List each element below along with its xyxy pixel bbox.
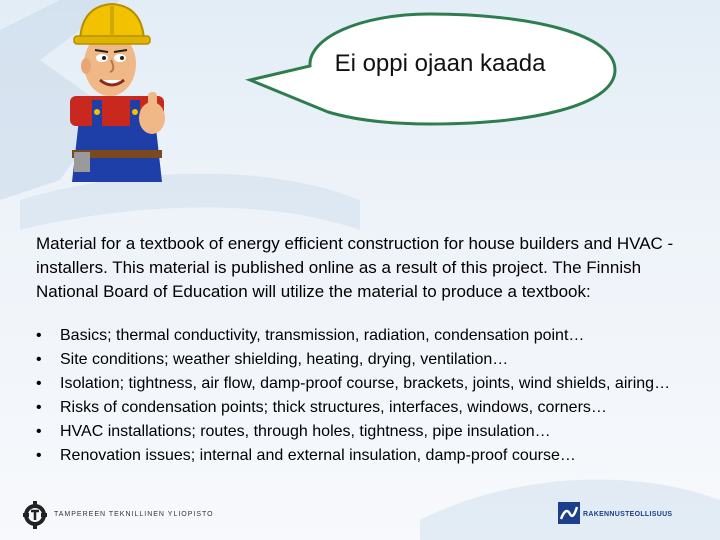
tut-logo-text: TAMPEREEN TEKNILLINEN YLIOPISTO <box>54 511 214 518</box>
speech-bubble <box>230 8 630 158</box>
list-item <box>36 444 708 468</box>
bullet-icon: • <box>36 399 42 416</box>
list-item-text: HVAC installations; routes, through holes, tightness, pipe insulation… <box>60 423 551 440</box>
list-item-text: Renovation issues; internal and external insulation, damp-proof course… <box>60 447 576 464</box>
list-item <box>36 420 708 444</box>
list-item <box>36 348 708 372</box>
list-item <box>36 372 708 396</box>
content-body <box>36 232 708 468</box>
bullet-icon: • <box>36 351 42 368</box>
construction-worker-illustration <box>62 0 172 182</box>
bullet-icon: • <box>36 327 42 344</box>
list-item-text: Site conditions; weather shielding, heating, drying, ventilation… <box>60 351 509 368</box>
rt-logo-icon <box>558 502 580 524</box>
list-item <box>36 396 708 420</box>
bullet-icon: • <box>36 447 42 464</box>
list-item <box>36 324 708 348</box>
list-item-text: Isolation; tightness, air flow, damp-proof course, brackets, joints, wind shields, airing… <box>60 375 671 392</box>
bullet-list <box>36 324 708 468</box>
list-item-text: Basics; thermal conductivity, transmission, radiation, condensation point… <box>60 327 585 344</box>
bullet-icon: • <box>36 375 42 392</box>
intro-paragraph: Material for a textbook of energy efficient construction for house builders and HVAC -installers. This material is published online as a result of this project. The Finnish National Board of Education will utilize the material to produce a textbook: <box>36 234 674 301</box>
list-item-text: Risks of condensation points; thick structures, interfaces, windows, corners… <box>60 399 607 416</box>
rt-logo-text: RAKENNUSTEOLLISUUS <box>583 511 673 518</box>
speech-bubble-text: Ei oppi ojaan kaada <box>334 50 546 77</box>
bullet-icon: • <box>36 423 42 440</box>
gear-logo-icon <box>22 500 48 530</box>
